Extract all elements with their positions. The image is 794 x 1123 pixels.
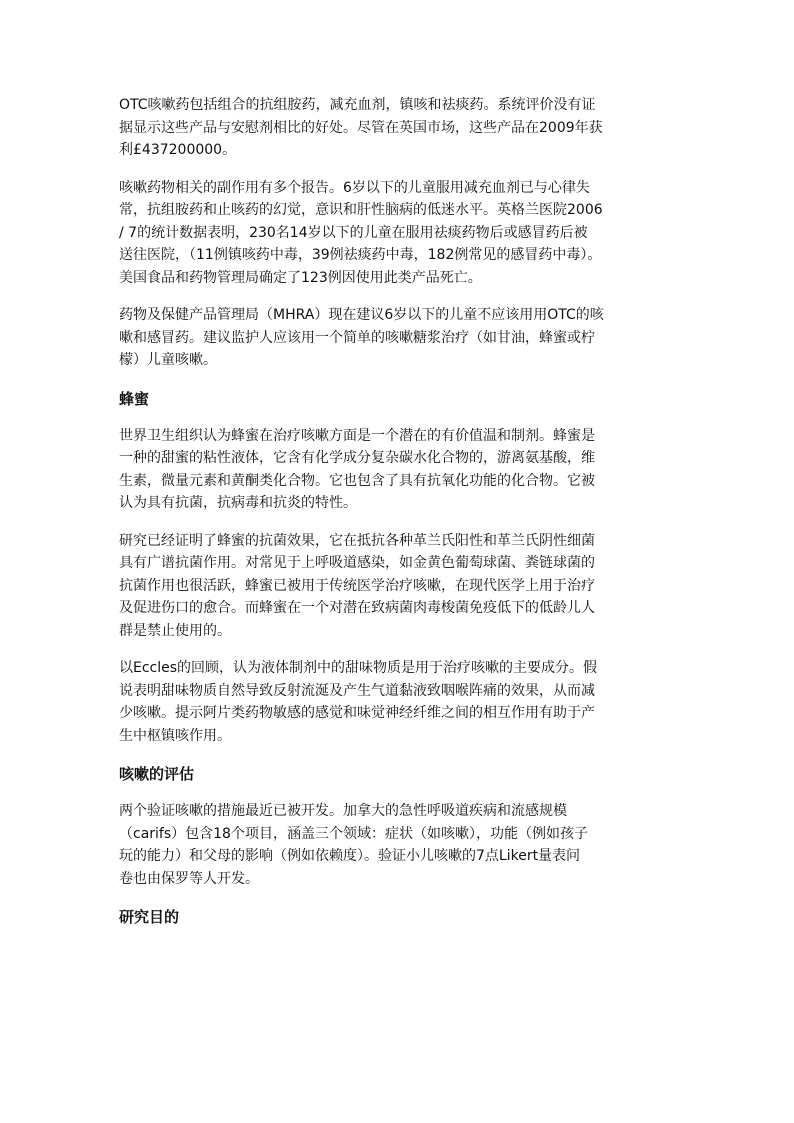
text-line: 常，抗组胺药和止咳药的幻觉，意识和肝性脑病的低迷水平。英格兰医院2006 — [119, 202, 603, 218]
text-line: 两个验证咳嗽的措施最近已被开发。加拿大的急性呼吸道疾病和流感规模 — [119, 803, 567, 819]
text-line: 卷也由保罗等人开发。 — [119, 870, 259, 887]
text-line: 一种的甜蜜的粘性液体，它含有化学成分复杂碳水化合物的，游离氨基酸，维 — [119, 450, 595, 466]
text-line: 抗菌作用也很活跃，蜂蜜已被用于传统医学治疗咳嗽，在现代医学上用于治疗 — [119, 577, 595, 594]
paragraph-honey-antibacterial — [119, 530, 691, 643]
text-line: 认为具有抗菌，抗病毒和抗炎的特性。 — [119, 495, 357, 511]
text-line: 少咳嗽。提示阿片类药物敏感的感觉和味觉神经纤维之间的相互作用有助于产 — [119, 705, 595, 721]
section-heading-study-aim: 研究目的 — [119, 908, 180, 926]
text-line: 檬）儿童咳嗽。 — [119, 352, 217, 368]
text-line: 玩的能力）和父母的影响（例如依赖度）。验证小儿咳嗽的7点Likert量表问 — [119, 848, 581, 864]
text-line: / 7的统计数据表明，230名14岁以下的儿童在服用祛痰药物后或感冒药后被 — [119, 224, 588, 241]
text-line: 研究已经证明了蜂蜜的抗菌效果，它在抵抗各种革兰氏阳性和革兰氏阴性细菌 — [119, 532, 595, 549]
text-line: 生素，微量元素和黄酮类化合物。它也包含了具有抗氧化功能的化合物。它被 — [119, 472, 595, 489]
text-line: 具有广谱抗菌作用。对常见于上呼吸道感染，如金黄色葡萄球菌、粪链球菌的 — [119, 555, 595, 571]
paragraph-mhra-recommendation — [119, 304, 691, 372]
section-heading-honey: 蜂蜜 — [119, 389, 150, 408]
paragraph-who-honey — [119, 425, 691, 515]
section-heading-cough-assessment: 咳嗽的评估 — [119, 765, 195, 783]
text-line: 据显示这些产品与安慰剂相比的好处。尽管在英国市场，这些产品在2009年获 — [119, 119, 603, 136]
text-line: 群是禁止使用的。 — [119, 622, 231, 639]
text-line: 以Eccles的回顾，认为液体制剂中的甜味物质是用于治疗咳嗽的主要成分。假 — [119, 660, 598, 676]
text-line: 嗽和感冒药。建议监护人应该用一个简单的咳嗽糖浆治疗（如甘油，蜂蜜或柠 — [119, 329, 595, 346]
text-line: 说表明甜味物质自然导致反射流涎及产生气道黏液致咽喉阵痛的效果，从而减 — [119, 682, 595, 699]
paragraph-side-effects — [119, 177, 691, 290]
text-line: 药物及保健产品管理局（MHRA）现在建议6岁以下的儿童不应该用用OTC的咳 — [119, 307, 604, 323]
text-line: 送往医院，（11例镇咳药中毒，39例祛痰药中毒，182例常见的感冒药中毒）。 — [119, 247, 602, 263]
text-line: 世界卫生组织认为蜂蜜在治疗咳嗽方面是一个潜在的有价值温和制剂。蜂蜜是 — [119, 427, 595, 444]
text-line: 生中枢镇咳作用。 — [119, 727, 231, 744]
text-line: 咳嗽药物相关的副作用有多个报告。6岁以下的儿童服用减充血剂已与心律失 — [119, 179, 590, 196]
paragraph-cough-measures — [119, 800, 691, 890]
paragraph-eccles-review — [119, 657, 691, 747]
text-line: OTC咳嗽药包括组合的抗组胺药，减充血剂，镇咳和祛痰药。系统评价没有证 — [119, 97, 596, 113]
text-line: 及促进伤口的愈合。而蜂蜜在一个对潜在致病菌肉毒梭菌免疫低下的低龄儿人 — [119, 600, 595, 616]
paragraph-otc-cough-medicine — [119, 94, 691, 162]
document-page — [119, 94, 691, 943]
text-line: 利£437200000。 — [119, 142, 237, 158]
text-line: 美国食品和药物管理局确定了123例因使用此类产品死亡。 — [119, 269, 482, 286]
text-line: （carifs）包含18个项目，涵盖三个领域：症状（如咳嗽），功能（例如孩子 — [119, 825, 588, 842]
